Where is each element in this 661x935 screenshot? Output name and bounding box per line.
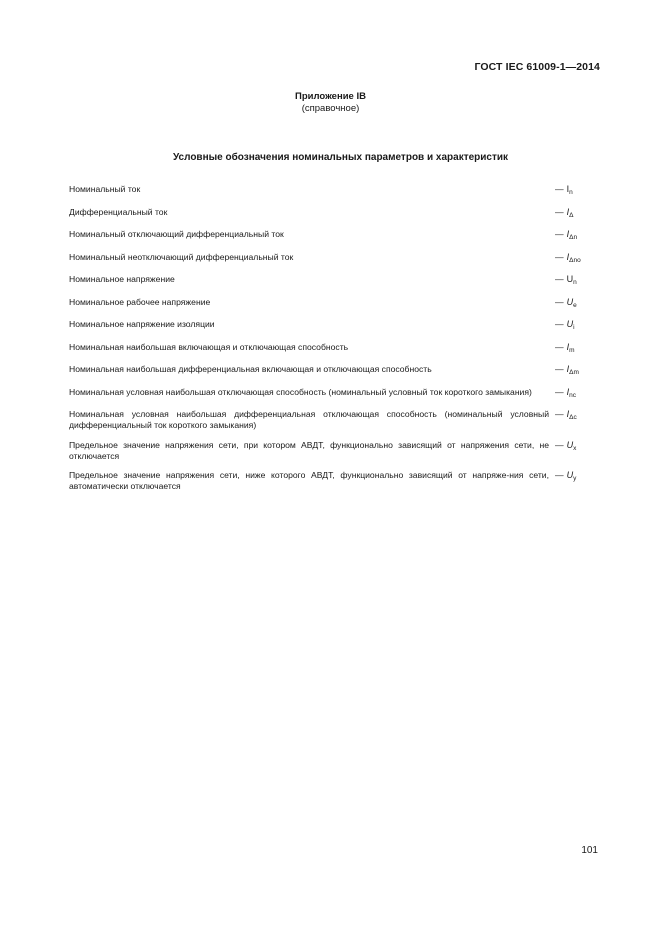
designation-row xyxy=(69,470,599,492)
designation-list xyxy=(69,184,599,501)
symbol-letter: U xyxy=(566,274,574,284)
symbol-letter: U xyxy=(566,439,574,450)
designation-row xyxy=(69,319,599,333)
symbol-subscript: Δn xyxy=(569,234,578,241)
designation-symbol xyxy=(551,440,599,454)
symbol-letter: U xyxy=(566,296,574,307)
designation-symbol xyxy=(551,470,599,484)
designation-row xyxy=(69,252,599,266)
annex-subtitle: (справочное) xyxy=(301,103,360,114)
designation-description: Номинальное напряжение xyxy=(69,274,175,284)
symbol-subscript: m xyxy=(569,346,575,354)
designation-description: Номинальная условная наибольшая отключающая способность (номинальный условный ток короткого замыкания) xyxy=(69,386,532,397)
section-title: Условные обозначения номинальных параметров и характеристик xyxy=(172,152,509,163)
designation-row xyxy=(69,364,599,378)
designation-description: Номинальный ток xyxy=(69,184,141,194)
designation-row xyxy=(69,297,599,311)
designation-row xyxy=(69,387,599,401)
annex-heading xyxy=(0,91,661,115)
designation-description: Номинальное рабочее напряжение xyxy=(69,296,211,307)
symbol-letter: I xyxy=(566,386,570,397)
symbol-dash: — xyxy=(555,319,564,329)
symbol-dash: — xyxy=(555,409,564,419)
symbol-subscript: Δm xyxy=(569,369,579,376)
designation-row xyxy=(69,274,599,288)
designation-symbol xyxy=(551,364,599,378)
document-standard-header: ГОСТ IEC 61009-1—2014 xyxy=(474,61,600,73)
symbol-letter: I xyxy=(566,341,570,352)
symbol-subscript: n xyxy=(573,279,577,286)
designation-symbol xyxy=(551,274,599,288)
designation-description: Номинальная условная наибольшая дифференциальная отключающая способность (номинальный условный дифференциальный ток короткого замыкания) xyxy=(69,409,549,430)
symbol-dash: — xyxy=(555,206,564,217)
designation-row xyxy=(69,229,599,243)
symbol-dash: — xyxy=(555,184,564,194)
symbol-subscript: Δ xyxy=(569,211,574,219)
symbol-dash: — xyxy=(555,341,564,352)
designation-symbol xyxy=(551,387,599,401)
designation-row xyxy=(69,409,599,431)
symbol-dash: — xyxy=(555,364,564,374)
symbol-subscript: i xyxy=(573,324,575,331)
symbol-subscript: y xyxy=(573,475,577,482)
symbol-subscript: x xyxy=(573,444,577,452)
designation-symbol xyxy=(551,184,599,198)
symbol-letter: I xyxy=(566,184,570,194)
page-number: 101 xyxy=(581,845,598,856)
symbol-letter: I xyxy=(566,409,570,419)
designation-description: Номинальная наибольшая включающая и отключающая способность xyxy=(69,341,349,352)
designation-row xyxy=(69,184,599,198)
designation-row xyxy=(69,207,599,221)
designation-description: Номинальный неотключающий дифференциальный ток xyxy=(69,251,294,262)
annex-title: Приложение IB xyxy=(295,91,366,102)
symbol-letter: U xyxy=(566,470,574,480)
designation-symbol xyxy=(551,252,599,266)
symbol-subscript: e xyxy=(573,301,577,309)
designation-symbol xyxy=(551,297,599,311)
symbol-letter: I xyxy=(566,206,570,217)
symbol-dash: — xyxy=(555,296,564,307)
symbol-dash: — xyxy=(555,251,564,262)
symbol-letter: U xyxy=(566,319,574,329)
symbol-dash: — xyxy=(555,470,564,480)
designation-symbol xyxy=(551,409,599,423)
designation-symbol xyxy=(551,229,599,243)
symbol-dash: — xyxy=(555,439,564,450)
symbol-letter: I xyxy=(566,251,570,262)
designation-row xyxy=(69,440,599,462)
designation-description: Номинальный отключающий дифференциальный ток xyxy=(69,229,284,239)
symbol-dash: — xyxy=(555,274,564,284)
designation-description: Предельное значение напряжения сети, ниже которого АВДТ, функционально зависящий от напряже-ния сети, автоматически отключается xyxy=(69,470,549,491)
designation-symbol xyxy=(551,319,599,333)
designation-symbol xyxy=(551,207,599,221)
symbol-dash: — xyxy=(555,229,564,239)
symbol-letter: I xyxy=(566,229,570,239)
symbol-dash: — xyxy=(555,386,564,397)
designation-description: Дифференциальный ток xyxy=(69,206,168,217)
symbol-subscript: nc xyxy=(569,391,576,399)
designation-description: Номинальная наибольшая дифференциальная включающая и отключающая способность xyxy=(69,364,432,374)
symbol-subscript: Δc xyxy=(569,414,577,421)
designation-row xyxy=(69,342,599,356)
designation-symbol xyxy=(551,342,599,356)
symbol-subscript: Δno xyxy=(569,256,581,264)
designation-description: Номинальное напряжение изоляции xyxy=(69,319,215,329)
symbol-letter: I xyxy=(566,364,570,374)
symbol-subscript: n xyxy=(569,189,573,196)
designation-description: Предельное значение напряжения сети, при котором АВДТ, функционально зависящий от напряжения сети, не отключается xyxy=(69,439,549,461)
